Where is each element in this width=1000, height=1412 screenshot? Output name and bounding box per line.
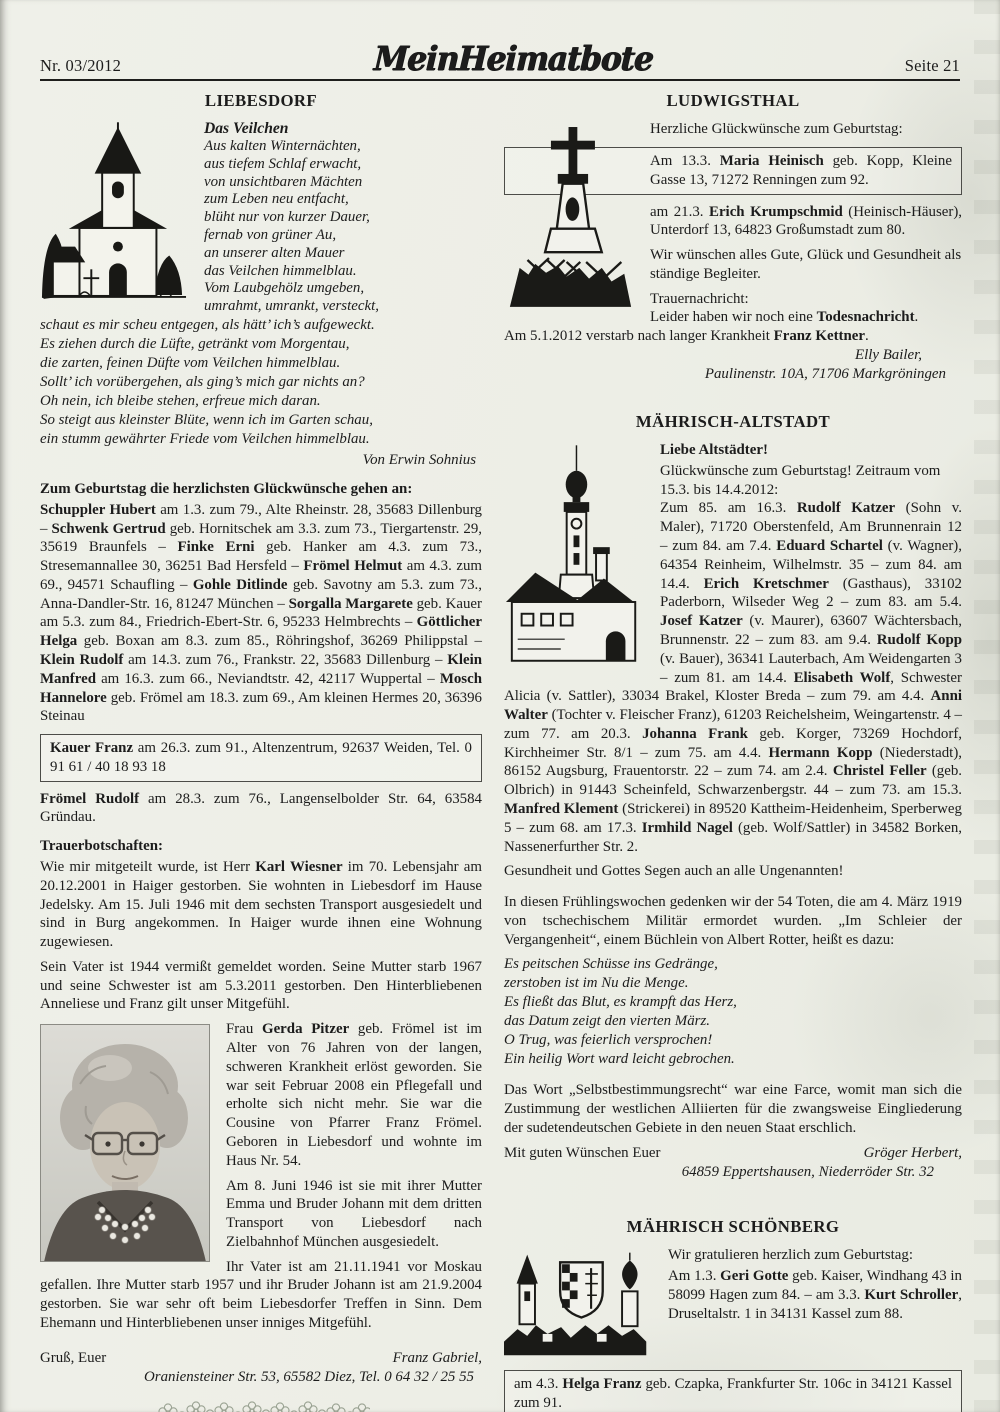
issue-number: Nr. 03/2012 xyxy=(40,56,122,75)
trauernachricht-label: Trauernachricht: xyxy=(650,290,749,307)
kettner-line: Am 5.1.2012 verstarb nach langer Krankheit Franz Kettner. xyxy=(504,328,869,345)
schoenberg-birthday-paragraph: Am 1.3. Geri Gotte geb. Kaiser, Windhang 43 in 58099 Hagen zum 84. – am 3.3. Kurt Schroller, Druseltalstr. 1 in 34131 Kassel zum 88. xyxy=(668,1268,962,1322)
pitzer-paragraph-3: Ihr Vater ist am 21.11.1941 vor Moskau gefallen. Ihre Mutter starb 1957 und ihr Bruder Johann ist am 21.9.2004 gestorben. Sie war sehr oft beim Liebesdorfer Treffen in Sinn. Dem Ehemann und Hinterbliebenen unser inniges Mitgefühl. xyxy=(40,1258,482,1331)
ludwigsthal-block xyxy=(504,120,962,327)
pitzer-paragraph-1: Frau Gerda Pitzer geb. Frömel ist im Alter von 76 Jahren von der langen, schweren Krankheit erlöst geworden. Sie war seit Februar 2008 ein Pflegefall und erholte sich nicht mehr. Sie war die Cousine von Pfarrer Franz Frömel. Geboren in Liebesdorf und wohnte im Haus Nr. 54. xyxy=(226,1021,482,1169)
altstadt-blessing: Gesundheit und Gottes Segen auch an alle Ungenannten! xyxy=(504,863,844,880)
church-tower-illustration xyxy=(504,443,646,667)
birthday-intro: Zum Geburtstag die herzlichsten Glückwünsche gehen an: xyxy=(40,480,413,497)
altstadt-signature: Gröger Herbert, xyxy=(863,1144,962,1161)
farce-paragraph: Das Wort „Selbstbestimmungsrecht“ war eine Farce, womit man sich die Zustimmung der westlichen Alliierten für die zwangsweise Eingliederung der sudetendeutschen Gebiete in den neuen Staat erschlich. xyxy=(504,1082,962,1136)
altstadt-zeitraum: Glückwünsche zum Geburtstag! Zeitraum vom 15.3. bis 14.4.2012: xyxy=(660,462,941,498)
page-number: Seite 21 xyxy=(904,56,960,75)
helga-notice-text: am 4.3. Helga Franz geb. Czapka, Frankfurter Str. 106c in 34121 Kassel zum 91. xyxy=(514,1376,952,1411)
greeting-text: Gruß, Euer xyxy=(40,1349,107,1366)
kauer-notice-box xyxy=(40,734,482,782)
wishes-paragraph: Wir wünschen alles Gute, Glück und Gesundheit als ständige Begleiter. xyxy=(650,247,962,282)
poem-title: Das Veilchen xyxy=(204,120,289,138)
kauer-notice-text: Kauer Franz am 26.3. zum 91., Altenzentrum, 92637 Weiden, Tel. 0 91 61 / 40 18 93 18 xyxy=(50,740,472,775)
altstadt-signature-address: 64859 Eppertshausen, Niederröder Str. 32 xyxy=(681,1163,934,1180)
section-heading-ludwigsthal: LUDWIGSTHAL xyxy=(666,91,800,110)
poem-lines-narrow: Aus kalten Winternächten, aus tiefem Schlaf erwacht, von unsichtbaren Mächten zum Leben neu entfacht, blüht nur von kurzer Dauer, fernab von grüner Au, an unserer alten Mauer das Veilchen himmelblau. Vom Laubgehölz umgeben, umrahmt, umrankt, versteckt, xyxy=(204,137,379,315)
leider-line: Leider haben wir noch eine Todesnachricht. xyxy=(650,309,919,326)
poem-block xyxy=(40,120,482,316)
ludwigsthal-signature-address: Paulinenstr. 10A, 71706 Markgröningen xyxy=(704,366,946,383)
signature-address: Oraniensteiner Str. 53, 65582 Diez, Tel. 0 64 32 / 25 55 xyxy=(144,1368,474,1385)
schoenberg-block xyxy=(504,1246,962,1358)
froemel-paragraph: Frömel Rudolf am 28.3. zum 76., Langenselbolder Str. 64, 63584 Gründau. xyxy=(40,790,482,826)
memorial-paragraph: In diesen Frühlingswochen gedenken wir der 54 Toten, die am 4. März 1919 von tschechischem Militär ermordet wurden. „Im Schleier der Vergangenheit“, einem Büchlein von Albert Rotter, heißt es dazu: xyxy=(504,894,962,948)
flower-garland-decoration xyxy=(156,1399,370,1412)
memorial-poem: Es peitschen Schüsse ins Gedränge, zerstoben ist im Nu die Menge. Es fließt das Blut, es krampft das Herz, das Datum zeigt den vierten März. O Trug, was feierlich versprochen! Ein heilig Wort ward leicht gebrochen. xyxy=(504,956,737,1068)
poem-byline: Von Erwin Sohnius xyxy=(362,452,476,469)
left-column xyxy=(40,86,482,1412)
pitzer-obituary-block xyxy=(40,1020,482,1339)
town-silhouette-illustration xyxy=(504,1248,654,1356)
altstadt-greeting: Mit guten Wünschen Euer xyxy=(504,1144,661,1161)
scan-artifact-overlay xyxy=(974,0,1000,1412)
signature-name: Franz Gabriel, xyxy=(392,1349,482,1366)
page-header xyxy=(40,26,960,81)
section-heading-liebesdorf: LIEBESDORF xyxy=(204,91,318,110)
obituary-heading: Trauerbotschaften: xyxy=(40,838,163,855)
poem-narrow-part xyxy=(204,120,482,316)
pitzer-paragraph-2: Am 8. Juni 1946 ist sie mit ihrer Mutter Emma und Bruder Johann mit dem dritten Transport von Liebesdorf nach Zielbahnhof München ausgesiedelt. xyxy=(226,1177,482,1250)
altstadt-block xyxy=(504,441,962,862)
altstadt-salutation: Liebe Altstädter! xyxy=(660,442,768,459)
right-column xyxy=(504,86,962,1412)
memorial-cross-illustration xyxy=(504,122,636,310)
portrait-photo-gerda-pitzer xyxy=(40,1024,210,1262)
village-church-illustration xyxy=(40,120,188,316)
poem-lines-wide: schaut es mir scheu entgegen, als hätt’ ich’s aufgeweckt. Es ziehen durch die Lüfte, getränkt vom Morgentau, die zarten, feinen Düfte vom Veilchen himmelblau. Sollt’ ich vorübergehen, als ging’s mich gar nichts an? Oh nein, ich bleibe stehen, erfreue mich daran. So steigt aus kleinster Blüte, wenn ich im Garten schau, ein stumm gewährter Friede vom Veilchen himmelblau. xyxy=(40,317,375,448)
obituary-paragraph-2: Sein Vater ist 1944 vermißt gemeldet worden. Seine Mutter starb 1967 und seine Schwester ist am 5.3.2011 gestorben. Den Hinterbliebenen Anneliese und Franz gilt unser Mitgefühl. xyxy=(40,958,482,1013)
schoenberg-intro: Wir gratulieren herzlich zum Geburtstag: xyxy=(668,1247,913,1264)
section-heading-schoenberg: MÄHRISCH SCHÖNBERG xyxy=(626,1217,840,1237)
obituary-paragraph-1: Wie mir mitgeteilt wurde, ist Herr Karl Wiesner im 70. Lebensjahr am 20.12.2001 in Haiger gestorben. Sie wohnten in Liebesdorf im Hause Jedelsky. Am 15. Juli 1946 mit dem sechsten Transport ausgesiedelt und sind in Burg angekommen. In Haiger wurde ihnen eine Wohnung zugewiesen. xyxy=(40,859,482,951)
ludwigsthal-signature: Elly Bailer, xyxy=(855,346,922,363)
krumpschmid-paragraph: am 21.3. Erich Krumpschmid (Heinisch-Häuser), Unterdorf 13, 64823 Großumstadt zum 80. xyxy=(650,203,962,239)
liebesdorf-signoff xyxy=(40,1349,482,1368)
altstadt-birthday-paragraph: Zum 85. am 16.3. Rudolf Katzer (Sohn v. Maler), 71720 Oberstenfeld, Am Brunnenrain 12 – zum 84. am 7.4. Eduard Schartel (v. Wagner), 64354 Reinheim, Wilhelmstr. 35 – zum 84. am 14.4. Erich Kretschmer (Gasthaus), 33102 Paderborn, Wilseder Weg 2 – zum 83. am 5.4. Josef Katzer (v. Maurer), 63607 Wächtersbach, Brunnenstr. 22 – zum 83. am 9.4. Rudolf Kopp (v. Bauer), 36341 Lauterbach, Am Weidengarten 3 – zum 81. am 14.4. Elisabeth Wolf, Schwester Alicia (v. Sattler), 33034 Brakel, Kloster Breda – zum 79. am 4.4. Anni Walter (Tochter v. Fleischer Franz), 61203 Reichelsheim, Weingartenstr. 4 – zum 77. am 20.3. Johanna Frank geb. Korger, 73269 Hochdorf, Kirchheimer Str. 8/1 – zum 75. am 4.4. Hermann Kopp (Niederstadt), 86152 Augsburg, Frauentorstr. 22 – zum 74. am 2.4. Christel Feller (geb. Olbrich) in 91443 Scheinfeld, Schwarzenbergstr. 44 – zum 73. am 15.3. Manfred Klement (Strickerei) in 89520 Kattheim-Heidenheim, Sperberweg 5 – zum 68. am 17.3. Irmhild Nagel (geb. Wolf/Sattler) in 34582 Borken, Nassenerfurther Str. 2. xyxy=(504,500,963,855)
heinisch-notice-text: Am 13.3. Maria Heinisch geb. Kopp, Kleine Gasse 13, 71272 Renningen zum 92. xyxy=(650,152,952,188)
section-heading-altstadt: MÄHRISCH-ALTSTADT xyxy=(635,411,831,431)
masthead-logo: MeinHeimatbote xyxy=(372,39,654,79)
helga-notice-box xyxy=(504,1370,962,1412)
ludwigsthal-intro: Herzliche Glückwünsche zum Geburtstag: xyxy=(650,121,903,138)
birthday-paragraph: Schuppler Hubert am 1.3. zum 79., Alte Rheinstr. 28, 35683 Dillenburg – Schwenk Gertrud geb. Hornitschek am 3.3. zum 73., Tiergartenstr. 29, 35619 Braunfels – Finke Erni geb. Hanker am 4.3. zum 73., Stresemannallee 30, 36251 Bad Hersfeld – Frömel Helmut am 4.3. zum 69., 94571 Schaufling – Gohle Ditlinde geb. Savotny am 5.3. zum 73., Anna-Dandler-Str. 16, 81247 München – Sorgalla Margarete geb. Kauer am 5.3. zum 84., Friedrich-Ebert-Str. 6, 95233 Helmbrechts – Göttlicher Helga geb. Boxan am 8.3. zum 85., Röhringshof, 36269 Philippstal – Klein Rudolf am 14.3. zum 76., Frankstr. 22, 35683 Dillenburg – Klein Manfred am 16.3. zum 66., Neviandtstr. 42, 42117 Wuppertal – Mosch Hannelore geb. Frömel am 18.3. zum 69., Am kleinen Hermes 20, 36396 Steinau xyxy=(40,501,483,725)
altstadt-signoff xyxy=(504,1144,962,1163)
